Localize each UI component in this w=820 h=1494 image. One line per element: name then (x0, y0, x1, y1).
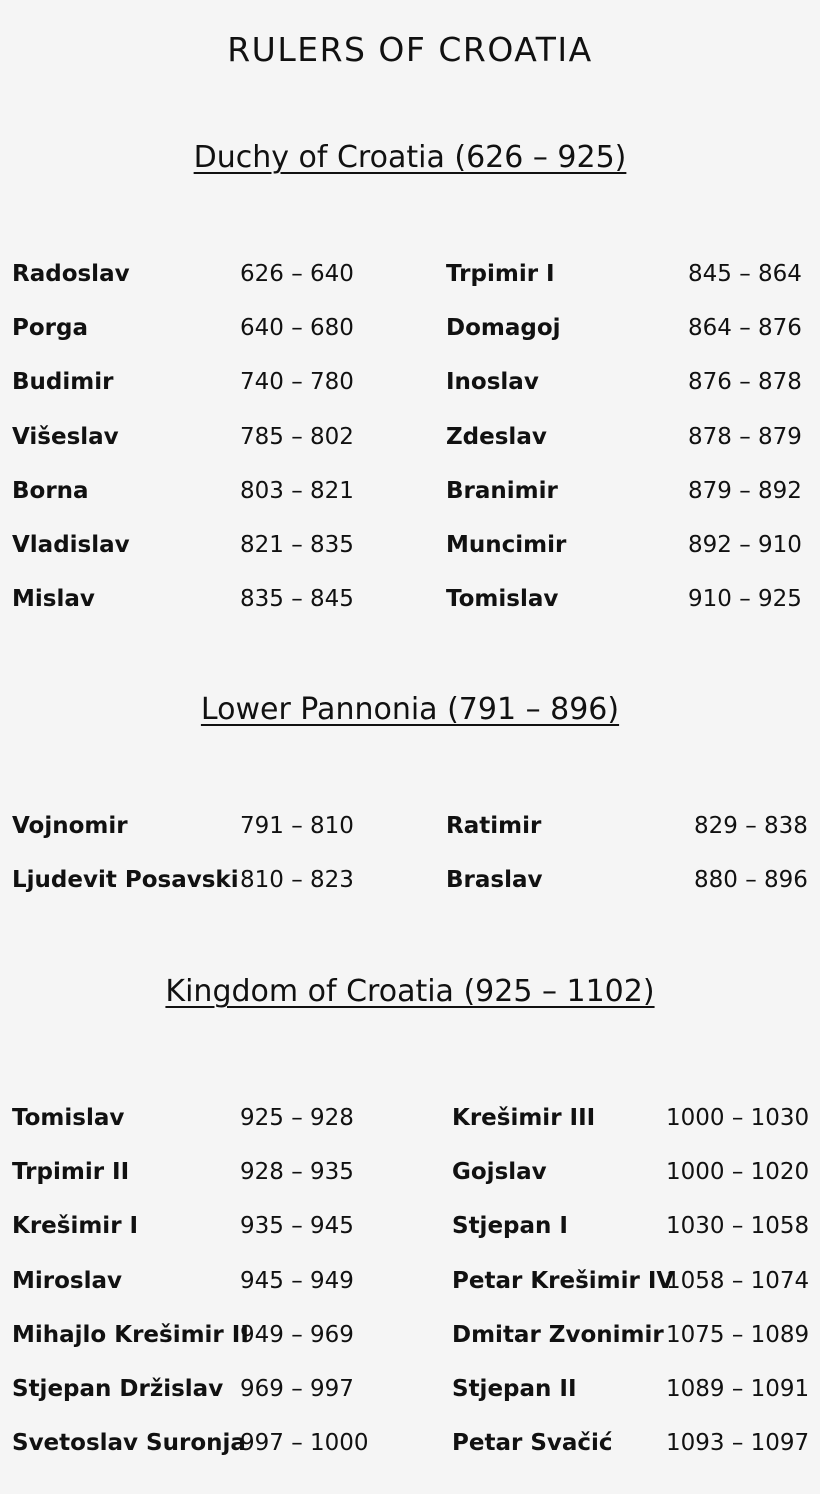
reign-years: 945 – 949 (240, 1267, 354, 1294)
reign-years: 969 – 997 (240, 1376, 354, 1402)
ruler-name: Budimir (12, 369, 114, 396)
ruler-name: Tomislav (446, 586, 559, 613)
ruler-row (0, 308, 820, 348)
ruler-name: Borna (12, 477, 89, 504)
ruler-name: Tomislav (12, 1105, 125, 1131)
ruler-name: Braslav (446, 867, 543, 894)
ruler-name: Stjepan II (452, 1376, 577, 1402)
reign-years: 876 – 878 (688, 369, 802, 396)
ruler-name: Višeslav (12, 423, 119, 450)
reign-years: 1030 – 1058 (666, 1213, 810, 1240)
ruler-row (0, 806, 820, 846)
section-heading: Kingdom of Croatia (925 – 1102) (165, 974, 655, 1009)
ruler-row (0, 860, 820, 900)
reign-years: 928 – 935 (240, 1159, 354, 1186)
ruler-row (0, 1423, 820, 1463)
ruler-name: Trpimir II (12, 1159, 130, 1186)
ruler-name: Trpimir I (446, 261, 555, 287)
ruler-row (0, 254, 820, 294)
ruler-name: Ljudevit Posavski (12, 867, 239, 894)
reign-years: 935 – 945 (240, 1213, 354, 1240)
ruler-name: Stjepan I (452, 1213, 568, 1240)
reign-years: 803 – 821 (240, 477, 354, 504)
ruler-row (0, 1261, 820, 1301)
ruler-name: Domagoj (446, 315, 561, 342)
reign-years: 879 – 892 (688, 477, 802, 504)
reign-years: 835 – 845 (240, 586, 354, 613)
section-heading: Lower Pannonia (791 – 896) (200, 692, 620, 727)
ruler-name: Petar Krešimir IV (452, 1267, 675, 1294)
ruler-name: Mislav (12, 586, 95, 613)
reign-years: 740 – 780 (240, 369, 354, 396)
ruler-row (0, 362, 820, 402)
ruler-name: Miroslav (12, 1267, 123, 1294)
ruler-name: Vojnomir (12, 813, 128, 839)
ruler-name: Stjepan Držislav (12, 1376, 224, 1402)
reign-years: 791 – 810 (240, 813, 354, 839)
ruler-name: Svetoslav Suronja (12, 1430, 246, 1457)
ruler-name: Krešimir I (12, 1213, 139, 1240)
ruler-name: Ratimir (446, 813, 542, 839)
ruler-name: Petar Svačić (452, 1430, 613, 1457)
ruler-row (0, 1152, 820, 1192)
reign-years: 892 – 910 (688, 532, 802, 558)
ruler-name: Krešimir III (452, 1105, 596, 1131)
ruler-row (0, 1315, 820, 1355)
reign-years: 910 – 925 (688, 586, 802, 613)
reign-years: 829 – 838 (694, 813, 808, 839)
reign-years: 1075 – 1089 (666, 1321, 810, 1348)
ruler-row (0, 579, 820, 619)
page-title: RULERS OF CROATIA (227, 30, 593, 69)
reign-years: 925 – 928 (240, 1105, 354, 1131)
reign-years: 878 – 879 (688, 423, 802, 450)
ruler-name: Vladislav (12, 532, 130, 558)
ruler-name: Branimir (446, 477, 558, 504)
ruler-row (0, 1098, 820, 1138)
ruler-name: Mihajlo Krešimir II (12, 1321, 249, 1348)
ruler-row (0, 1206, 820, 1246)
reign-years: 821 – 835 (240, 532, 354, 558)
ruler-name: Muncimir (446, 532, 567, 558)
reign-years: 810 – 823 (240, 867, 354, 894)
reign-years: 1093 – 1097 (666, 1430, 810, 1457)
reign-years: 864 – 876 (688, 315, 802, 342)
ruler-name: Gojslav (452, 1159, 547, 1186)
section-heading: Duchy of Croatia (626 – 925) (193, 140, 627, 175)
reign-years: 845 – 864 (688, 261, 802, 287)
ruler-name: Radoslav (12, 261, 130, 287)
reign-years: 1000 – 1020 (666, 1159, 810, 1186)
reign-years: 1058 – 1074 (666, 1267, 810, 1294)
reign-years: 1089 – 1091 (666, 1376, 810, 1402)
reign-years: 880 – 896 (694, 867, 808, 894)
reign-years: 626 – 640 (240, 261, 354, 287)
ruler-name: Zdeslav (446, 423, 547, 450)
ruler-name: Inoslav (446, 369, 539, 396)
reign-years: 785 – 802 (240, 423, 354, 450)
reign-years: 640 – 680 (240, 315, 354, 342)
ruler-row (0, 417, 820, 457)
reign-years: 997 – 1000 (240, 1430, 369, 1457)
ruler-name: Porga (12, 315, 88, 342)
ruler-row (0, 1369, 820, 1409)
ruler-name: Dmitar Zvonimir (452, 1321, 664, 1348)
reign-years: 949 – 969 (240, 1321, 354, 1348)
ruler-row (0, 471, 820, 511)
ruler-row (0, 525, 820, 565)
reign-years: 1000 – 1030 (666, 1105, 810, 1131)
